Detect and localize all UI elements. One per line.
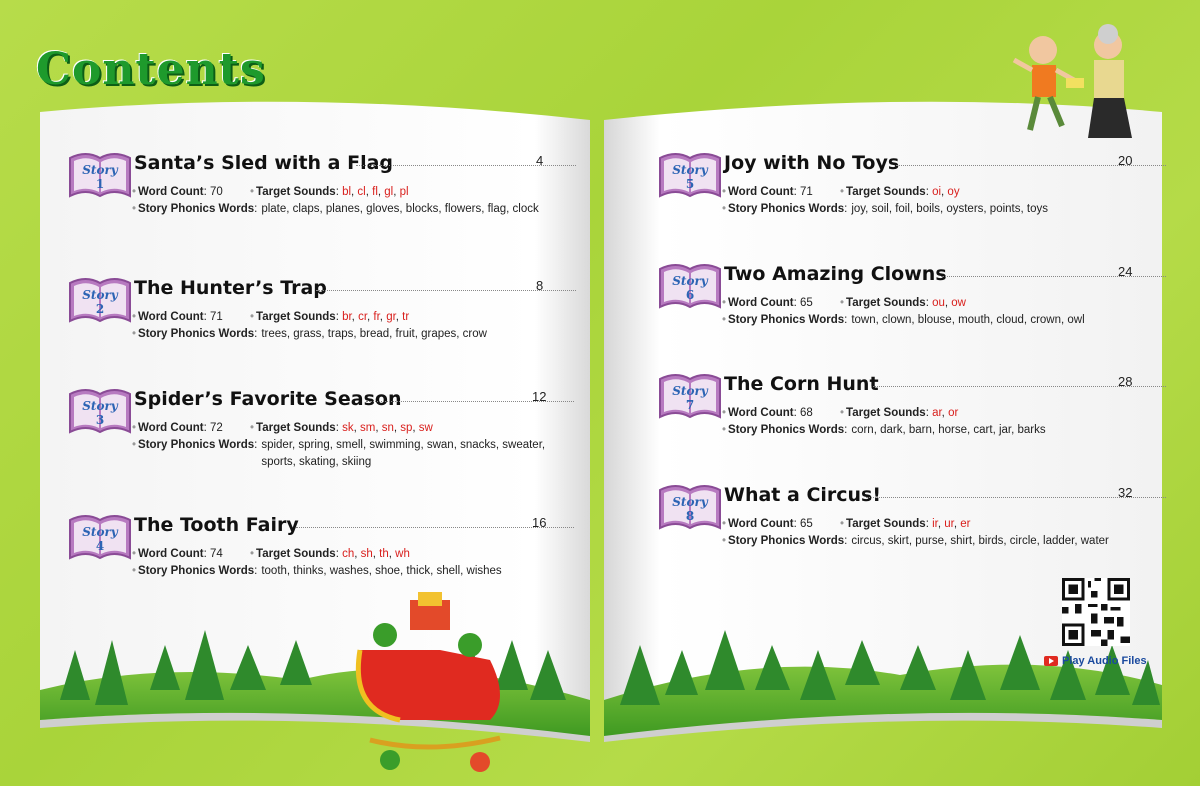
target-sound: ow bbox=[951, 297, 966, 309]
story-number: 3 bbox=[95, 413, 105, 427]
phonics-words-label: Story Phonics Words bbox=[728, 424, 845, 436]
play-audio-link[interactable] bbox=[1044, 655, 1147, 667]
target-sounds-label: Target Sounds bbox=[256, 422, 336, 434]
target-sound: ir bbox=[932, 518, 938, 530]
story-meta: • Word Count: 72 • Target Sounds: sk, sm, sn, sp, sw • Story Phonics Words: spider, spring, smell, swimming, swan, snacks, sweater, sports, skating, skiing bbox=[132, 420, 552, 471]
phonics-words-label: Story Phonics Words bbox=[728, 203, 845, 215]
story-meta: • Word Count: 71 • Target Sounds: br, cr, fr, gr, tr • Story Phonics Words: trees, grass, traps, bread, fruit, grapes, crow bbox=[132, 309, 552, 343]
target-sound: sp bbox=[400, 422, 413, 434]
page-number: 32 bbox=[1118, 485, 1133, 500]
story-number: 2 bbox=[95, 302, 105, 316]
story-book-badge-icon bbox=[656, 371, 724, 423]
story-meta: • Word Count: 65 • Target Sounds: ou, ow • Story Phonics Words: town, clown, blouse, mouth, cloud, crown, owl bbox=[722, 295, 1142, 329]
story-meta: • Word Count: 65 • Target Sounds: ir, ur, er • Story Phonics Words: circus, skirt, purse, shirt, birds, circle, ladder, water bbox=[722, 516, 1142, 550]
target-sounds-label: Target Sounds bbox=[846, 297, 926, 309]
word-count-label: Word Count bbox=[138, 186, 204, 198]
target-sounds-list: ou, ow bbox=[932, 297, 966, 309]
target-sounds-label: Target Sounds bbox=[256, 186, 336, 198]
word-count-value: 65 bbox=[800, 297, 813, 309]
word-count-label: Word Count bbox=[138, 422, 204, 434]
target-sounds-label: Target Sounds bbox=[256, 311, 336, 323]
page-number: 16 bbox=[532, 515, 547, 530]
story-title[interactable]: The Hunter’s Trap bbox=[134, 277, 327, 299]
story-number: 5 bbox=[685, 177, 695, 191]
story-title[interactable]: The Tooth Fairy bbox=[134, 514, 299, 536]
word-count-label: Word Count bbox=[728, 297, 794, 309]
word-count-label: Word Count bbox=[138, 311, 204, 323]
target-sound: ur bbox=[944, 518, 954, 530]
play-icon bbox=[1044, 656, 1058, 666]
target-sound: bl bbox=[342, 186, 352, 198]
target-sound: ar bbox=[932, 407, 942, 419]
word-count-value: 68 bbox=[800, 407, 813, 419]
phonics-words: spider, spring, smell, swimming, swan, snacks, sweater, sports, skating, skiing bbox=[261, 439, 546, 468]
target-sound: ou bbox=[932, 297, 945, 309]
word-count-value: 71 bbox=[210, 311, 223, 323]
phonics-words-label: Story Phonics Words bbox=[138, 203, 255, 215]
target-sounds-list: ar, or bbox=[932, 407, 959, 419]
story-meta: • Word Count: 70 • Target Sounds: bl, cl, fl, gl, pl • Story Phonics Words: plate, claps, planes, gloves, blocks, flowers, flag, clock bbox=[132, 184, 552, 218]
phonics-words: corn, dark, barn, horse, cart, jar, barks bbox=[851, 424, 1046, 436]
target-sound: sm bbox=[359, 422, 376, 434]
target-sound: sh bbox=[360, 548, 373, 560]
story-title[interactable]: Santa’s Sled with a Flag bbox=[134, 152, 394, 174]
page-number: 20 bbox=[1118, 153, 1133, 168]
story-book-badge-icon bbox=[66, 512, 134, 564]
page-number: 8 bbox=[536, 278, 544, 293]
page-number: 28 bbox=[1118, 374, 1133, 389]
target-sounds-label: Target Sounds bbox=[846, 186, 926, 198]
target-sound: fl bbox=[372, 186, 378, 198]
story-title[interactable]: Spider’s Favorite Season bbox=[134, 388, 402, 410]
page-number: 24 bbox=[1118, 264, 1133, 279]
story-badge-label: Story bbox=[82, 525, 118, 539]
story-book-badge-icon bbox=[66, 386, 134, 438]
word-count-value: 71 bbox=[800, 186, 813, 198]
target-sound: ch bbox=[342, 548, 355, 560]
phonics-words-label: Story Phonics Words bbox=[138, 439, 255, 451]
target-sounds-list: ir, ur, er bbox=[932, 518, 971, 530]
target-sound: cr bbox=[358, 311, 368, 323]
story-title[interactable]: Joy with No Toys bbox=[724, 152, 900, 174]
story-number: 4 bbox=[95, 539, 105, 553]
target-sound: gl bbox=[384, 186, 394, 198]
target-sounds-list: ch, sh, th, wh bbox=[342, 548, 410, 560]
boy-and-grandma-illustration bbox=[1008, 20, 1148, 150]
target-sound: pl bbox=[399, 186, 409, 198]
target-sound: tr bbox=[402, 311, 410, 323]
story-badge-label: Story bbox=[82, 163, 118, 177]
page-number: 4 bbox=[536, 153, 544, 168]
santa-sleigh-illustration bbox=[340, 590, 520, 780]
target-sound: oi bbox=[932, 186, 942, 198]
page-number: 12 bbox=[532, 389, 547, 404]
story-badge-label: Story bbox=[672, 163, 708, 177]
target-sound: sn bbox=[381, 422, 394, 434]
story-book-badge-icon bbox=[656, 150, 724, 202]
page-title: Contents bbox=[36, 44, 266, 95]
story-number: 1 bbox=[95, 177, 105, 191]
story-badge-label: Story bbox=[672, 384, 708, 398]
target-sounds-list: sk, sm, sn, sp, sw bbox=[342, 422, 433, 434]
story-book-badge-icon bbox=[66, 150, 134, 202]
target-sound: wh bbox=[395, 548, 410, 560]
word-count-value: 74 bbox=[210, 548, 223, 560]
word-count-value: 65 bbox=[800, 518, 813, 530]
target-sounds-list: br, cr, fr, gr, tr bbox=[342, 311, 410, 323]
phonics-words: trees, grass, traps, bread, fruit, grapes, crow bbox=[261, 328, 487, 340]
story-book-badge-icon bbox=[656, 482, 724, 534]
target-sounds-list: oi, oy bbox=[932, 186, 960, 198]
story-number: 6 bbox=[685, 288, 695, 302]
story-badge-label: Story bbox=[672, 495, 708, 509]
target-sound: gr bbox=[386, 311, 396, 323]
qr-code[interactable] bbox=[1062, 578, 1130, 646]
story-badge-label: Story bbox=[82, 288, 118, 302]
target-sounds-label: Target Sounds bbox=[256, 548, 336, 560]
phonics-words-label: Story Phonics Words bbox=[728, 314, 845, 326]
target-sound: or bbox=[948, 407, 959, 419]
story-title[interactable]: The Corn Hunt bbox=[724, 373, 879, 395]
story-badge-label: Story bbox=[672, 274, 708, 288]
target-sound: br bbox=[342, 311, 352, 323]
target-sound: fr bbox=[373, 311, 380, 323]
story-number: 8 bbox=[685, 509, 695, 523]
target-sound: cl bbox=[357, 186, 366, 198]
story-meta: • Word Count: 71 • Target Sounds: oi, oy • Story Phonics Words: joy, soil, foil, boils, oysters, points, toys bbox=[722, 184, 1142, 218]
story-number: 7 bbox=[685, 398, 695, 412]
target-sound: sk bbox=[342, 422, 354, 434]
phonics-words-label: Story Phonics Words bbox=[138, 565, 255, 577]
phonics-words: town, clown, blouse, mouth, cloud, crown, owl bbox=[851, 314, 1085, 326]
phonics-words: tooth, thinks, washes, shoe, thick, shell, wishes bbox=[261, 565, 502, 577]
word-count-label: Word Count bbox=[728, 407, 794, 419]
story-title[interactable]: What a Circus! bbox=[724, 484, 882, 506]
target-sound: th bbox=[379, 548, 389, 560]
target-sounds-list: bl, cl, fl, gl, pl bbox=[342, 186, 409, 198]
story-meta: • Word Count: 74 • Target Sounds: ch, sh, th, wh • Story Phonics Words: tooth, thinks, washes, shoe, thick, shell, wishes bbox=[132, 546, 552, 580]
phonics-words: joy, soil, foil, boils, oysters, points, toys bbox=[851, 203, 1048, 215]
story-meta: • Word Count: 68 • Target Sounds: ar, or • Story Phonics Words: corn, dark, barn, horse, cart, jar, barks bbox=[722, 405, 1142, 439]
target-sounds-label: Target Sounds bbox=[846, 518, 926, 530]
word-count-label: Word Count bbox=[138, 548, 204, 560]
story-title[interactable]: Two Amazing Clowns bbox=[724, 263, 947, 285]
play-audio-label: Play Audio Files bbox=[1062, 655, 1147, 667]
phonics-words-label: Story Phonics Words bbox=[138, 328, 255, 340]
phonics-words: plate, claps, planes, gloves, blocks, flowers, flag, clock bbox=[261, 203, 539, 215]
story-book-badge-icon bbox=[656, 261, 724, 313]
story-badge-label: Story bbox=[82, 399, 118, 413]
target-sound: sw bbox=[418, 422, 433, 434]
word-count-label: Word Count bbox=[728, 518, 794, 530]
target-sounds-label: Target Sounds bbox=[846, 407, 926, 419]
word-count-value: 70 bbox=[210, 186, 223, 198]
target-sound: oy bbox=[947, 186, 960, 198]
word-count-value: 72 bbox=[210, 422, 223, 434]
phonics-words-label: Story Phonics Words bbox=[728, 535, 845, 547]
target-sound: er bbox=[960, 518, 971, 530]
phonics-words: circus, skirt, purse, shirt, birds, circle, ladder, water bbox=[851, 535, 1109, 547]
word-count-label: Word Count bbox=[728, 186, 794, 198]
story-book-badge-icon bbox=[66, 275, 134, 327]
